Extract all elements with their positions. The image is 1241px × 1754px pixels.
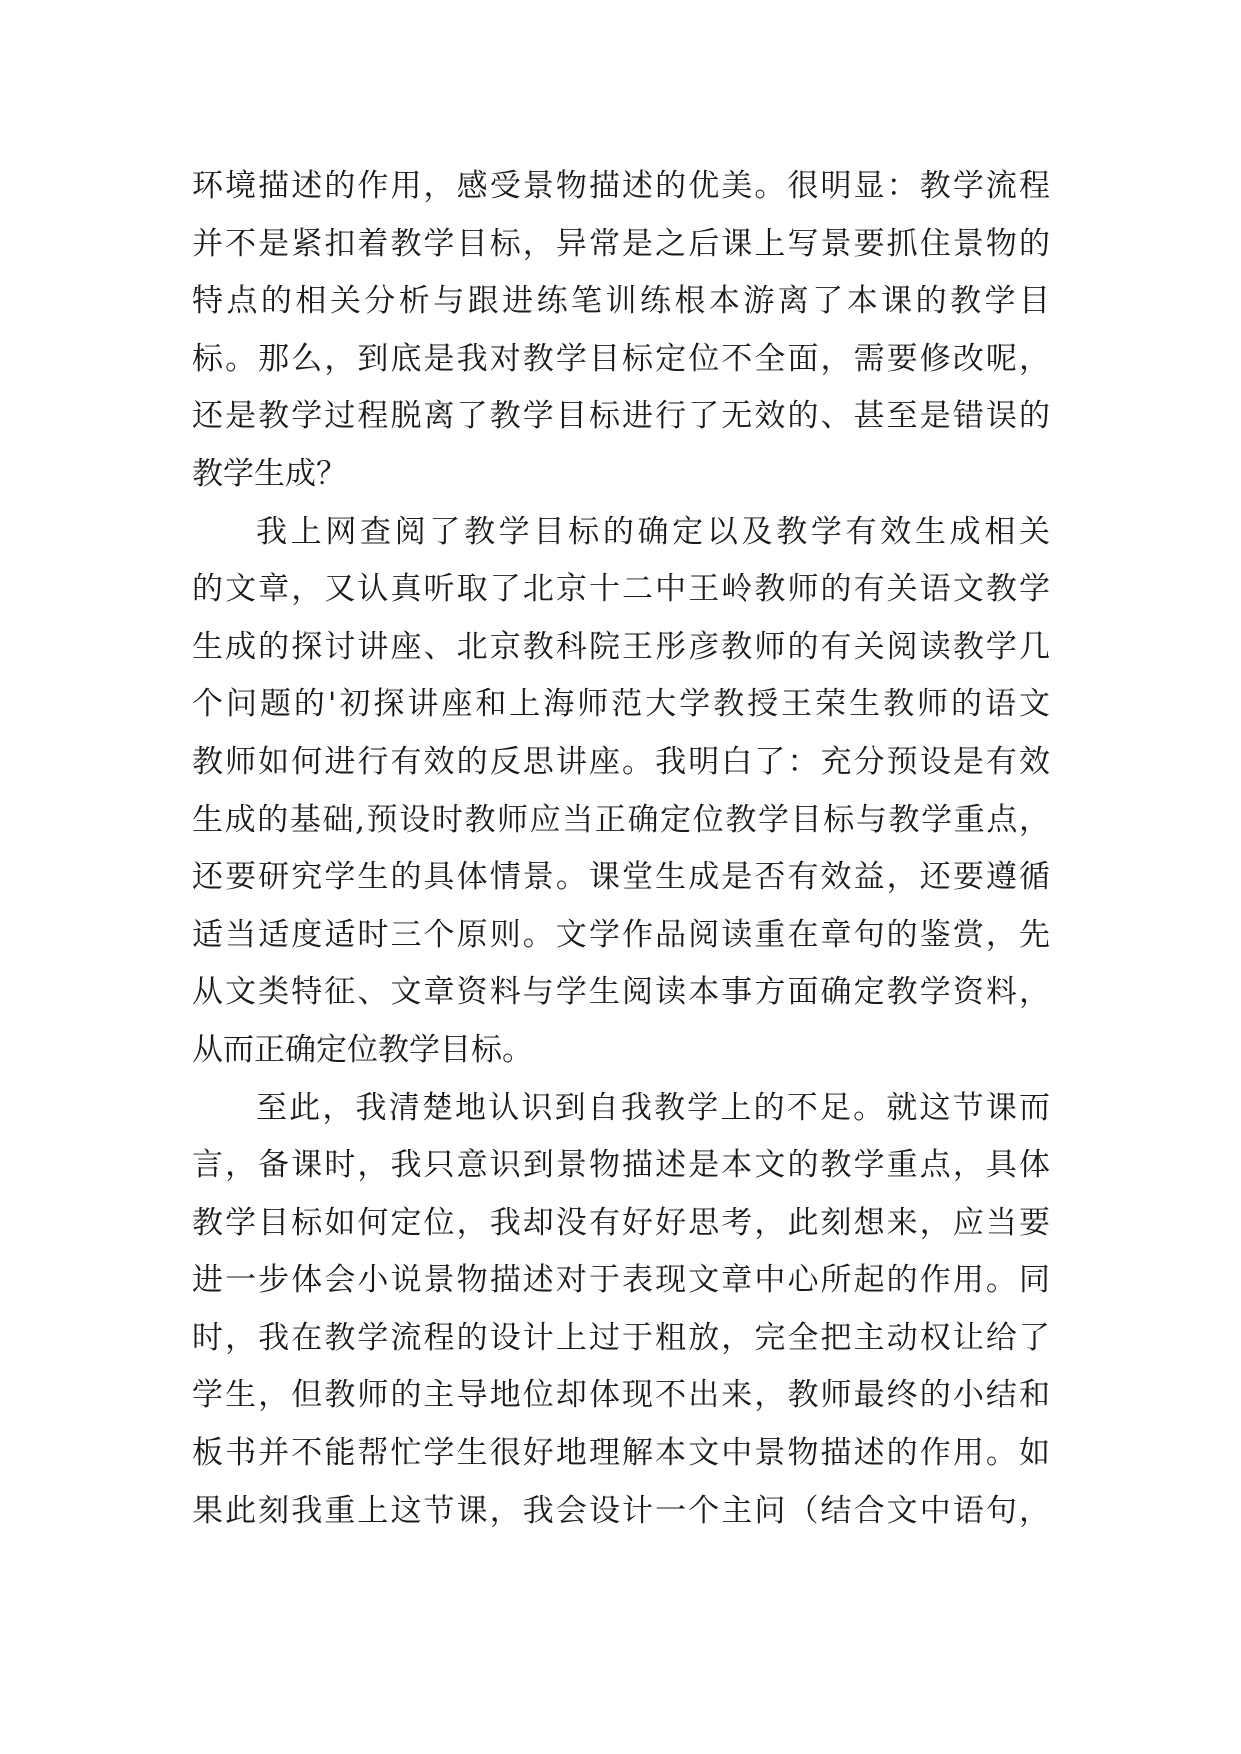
text-line: 至此，我清楚地认识到自我教学上的不足。就这节课而 — [256, 1089, 1050, 1126]
text-line: 生成的基础,预设时教师应当正确定位教学目标与教学重点， — [192, 801, 1050, 838]
text-line: 言，备课时，我只意识到景物描述是本文的教学重点，具体 — [192, 1147, 1050, 1184]
text-line: 教师如何进行有效的反思讲座。我明白了：充分预设是有效 — [192, 743, 1050, 780]
text-line: 我上网查阅了教学目标的确定以及教学有效生成相关 — [256, 513, 1050, 550]
text-line: 标。那么，到底是我对教学目标定位不全面，需要修改呢， — [192, 340, 1050, 377]
text-line: 学生，但教师的主导地位却体现不出来，教师最终的小结和 — [192, 1377, 1050, 1414]
text-line: 教学目标如何定位，我却没有好好思考，此刻想来，应当要 — [192, 1204, 1050, 1241]
text-line: 生成的探讨讲座、北京教科院王彤彦教师的有关阅读教学几 — [192, 628, 1050, 665]
paragraph-2 — [192, 504, 1050, 1080]
text-line: 个问题的'初探讲座和上海师范大学教授王荣生教师的语文 — [192, 686, 1050, 723]
text-line: 还是教学过程脱离了教学目标进行了无效的、甚至是错误的 — [192, 398, 1050, 435]
text-line: 环境描述的作用，感受景物描述的优美。很明显：教学流程 — [192, 168, 1050, 204]
text-line: 从文类特征、文章资料与学生阅读本事方面确定教学资料， — [192, 974, 1050, 1011]
text-line: 进一步体会小说景物描述对于表现文章中心所起的作用。同 — [192, 1262, 1050, 1299]
text-line: 适当适度适时三个原则。文学作品阅读重在章句的鉴赏，先 — [192, 916, 1050, 953]
text-line: 从而正确定位教学目标。 — [192, 1031, 533, 1068]
text-line: 还要研究学生的具体情景。课堂生成是否有效益，还要遵循 — [192, 859, 1050, 896]
text-line: 果此刻我重上这节课，我会设计一个主问（结合文中语句， — [192, 1492, 1050, 1529]
paragraph-1 — [192, 158, 1050, 504]
text-line: 的文章，又认真听取了北京十二中王岭教师的有关语文教学 — [192, 571, 1050, 608]
text-line: 特点的相关分析与跟进练笔训练根本游离了本课的教学目 — [192, 283, 1050, 320]
text-line: 板书并不能帮忙学生很好地理解本文中景物描述的作用。如 — [192, 1435, 1050, 1472]
document-page — [192, 158, 1050, 1540]
paragraph-3 — [192, 1080, 1050, 1541]
text-line: 教学生成？ — [192, 455, 347, 492]
text-line: 并不是紧扣着教学目标，异常是之后课上写景要抓住景物的 — [192, 225, 1050, 262]
text-line: 时，我在教学流程的设计上过于粗放，完全把主动权让给了 — [192, 1319, 1050, 1356]
